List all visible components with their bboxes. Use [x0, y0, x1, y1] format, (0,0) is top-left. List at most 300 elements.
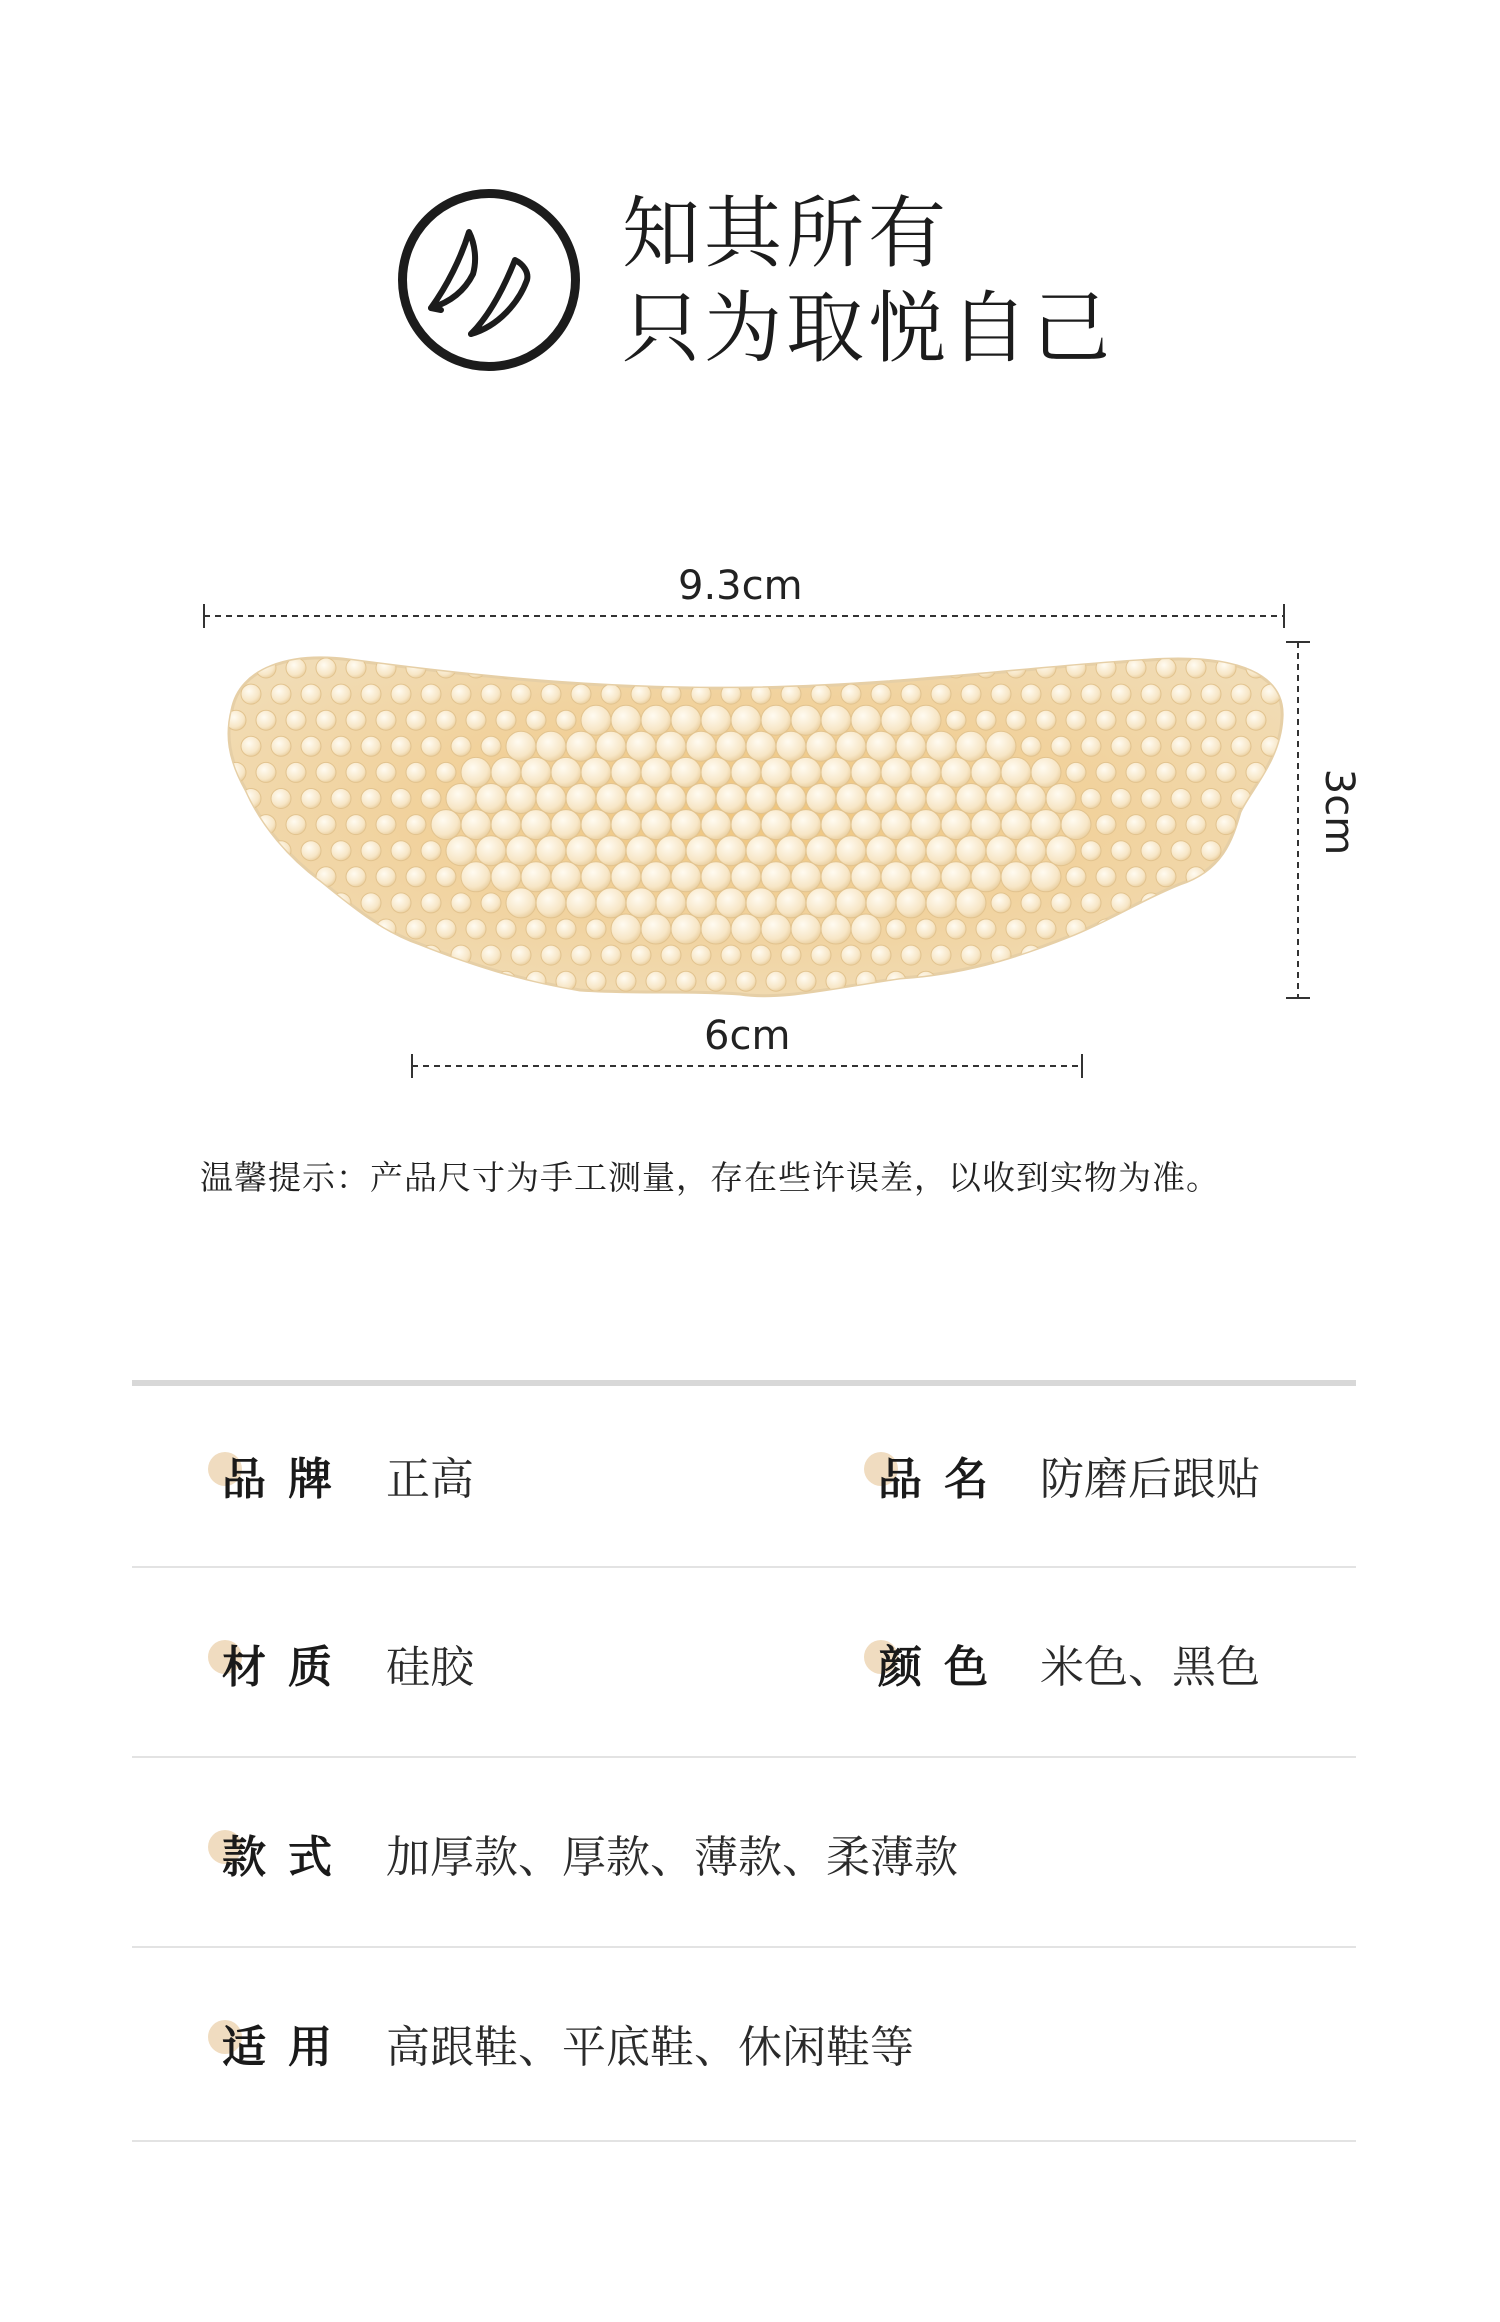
spec-key-material: 材质 [222, 1642, 354, 1693]
silicone-bump [1246, 971, 1266, 991]
silicone-bump [806, 784, 836, 814]
silicone-bump [1201, 841, 1221, 861]
silicone-bump [536, 888, 566, 918]
silicone-bump [506, 888, 536, 918]
silicone-bump [536, 836, 566, 866]
silicone-bump [421, 736, 441, 756]
silicone-bump [391, 736, 411, 756]
silicone-bump [986, 836, 1016, 866]
spec-key-color: 颜色 [878, 1642, 1010, 1693]
silicone-bump [286, 971, 306, 991]
silicone-bump [641, 914, 671, 944]
silicone-bump [466, 919, 486, 939]
silicone-bump [851, 914, 881, 944]
silicone-bump [751, 945, 771, 965]
silicone-bump [1016, 784, 1046, 814]
silicone-bump [836, 731, 866, 761]
silicone-bump [536, 784, 566, 814]
silicone-bump [466, 971, 486, 991]
silicone-bump [1126, 710, 1146, 730]
silicone-bump [836, 836, 866, 866]
silicone-bump [911, 862, 941, 892]
silicone-bump [451, 684, 471, 704]
silicone-bump [451, 736, 471, 756]
silicone-bump [1186, 658, 1206, 678]
silicone-bump [736, 658, 756, 678]
silicone-bump [1216, 867, 1236, 887]
silicone-bump [991, 684, 1011, 704]
silicone-bump [376, 867, 396, 887]
silicone-bump [1031, 810, 1061, 840]
silicone-bump [481, 684, 501, 704]
silicone-bump [1046, 784, 1076, 814]
silicone-bump [826, 658, 846, 678]
silicone-bump [1141, 841, 1161, 861]
silicone-bump [991, 893, 1011, 913]
silicone-bump [506, 784, 536, 814]
silicone-bump [671, 810, 701, 840]
silicone-bump [721, 945, 741, 965]
silicone-bump [436, 658, 456, 678]
silicone-bump [716, 888, 746, 918]
silicone-bump [1111, 841, 1131, 861]
silicone-bump [581, 862, 611, 892]
silicone-bump [871, 684, 891, 704]
silicone-bump [601, 684, 621, 704]
silicone-bump [346, 710, 366, 730]
silicone-bump [241, 684, 261, 704]
silicone-bump [646, 658, 666, 678]
silicone-bump [611, 705, 641, 735]
silicone-bump [316, 762, 336, 782]
silicone-bump [1141, 893, 1161, 913]
silicone-bump [731, 862, 761, 892]
silicone-bump [1066, 867, 1086, 887]
spec-row-divider [132, 1566, 1356, 1568]
silicone-bump [1201, 945, 1221, 965]
silicone-bump [956, 836, 986, 866]
silicone-bump [406, 971, 426, 991]
silicone-bump [746, 836, 776, 866]
silicone-bump [896, 836, 926, 866]
silicone-bump [991, 945, 1011, 965]
silicone-bump [596, 784, 626, 814]
silicone-bump [896, 888, 926, 918]
silicone-bump [511, 945, 531, 965]
silicone-bump [881, 705, 911, 735]
spec-key-brand: 品牌 [222, 1454, 354, 1505]
silicone-bump [461, 757, 491, 787]
silicone-bump [391, 841, 411, 861]
silicone-bump [1141, 945, 1161, 965]
silicone-bump [641, 757, 671, 787]
silicone-bump [346, 815, 366, 835]
silicone-bump [481, 736, 501, 756]
silicone-bump [1261, 789, 1281, 809]
silicone-bump [1111, 736, 1131, 756]
width-measure-line [204, 604, 1284, 628]
silicone-bump [1081, 841, 1101, 861]
silicone-bump [821, 705, 851, 735]
silicone-bump [241, 736, 261, 756]
silicone-bump [601, 945, 621, 965]
silicone-bump [641, 862, 671, 892]
silicone-bump [586, 658, 606, 678]
silicone-bump [566, 888, 596, 918]
silicone-bump [1261, 841, 1281, 861]
silicone-bump [551, 810, 581, 840]
silicone-bump [1126, 919, 1146, 939]
silicone-bump [961, 684, 981, 704]
silicone-bump [716, 731, 746, 761]
silicone-bump [1156, 710, 1176, 730]
silicone-bump [596, 888, 626, 918]
silicone-bump [671, 757, 701, 787]
silicone-bump [1231, 736, 1251, 756]
silicone-bump [406, 867, 426, 887]
silicone-bump [556, 658, 576, 678]
silicone-bump [226, 971, 246, 991]
silicone-bump [541, 684, 561, 704]
silicone-bump [1141, 736, 1161, 756]
spec-value-material: 硅胶 [386, 1642, 474, 1693]
silicone-bump [1216, 762, 1236, 782]
silicone-bump [1246, 762, 1266, 782]
silicone-bump [611, 810, 641, 840]
silicone-bump [331, 736, 351, 756]
spec-value-usage: 高跟鞋、平底鞋、休闲鞋等 [386, 2022, 914, 2073]
silicone-bump [716, 784, 746, 814]
silicone-bump [1081, 893, 1101, 913]
silicone-bump [376, 971, 396, 991]
silicone-bump [691, 945, 711, 965]
silicone-bump [1001, 862, 1031, 892]
silicone-bump [686, 888, 716, 918]
silicone-bump [626, 731, 656, 761]
silicone-bump [286, 867, 306, 887]
silicone-bump [1261, 945, 1281, 965]
silicone-bump [521, 757, 551, 787]
bottom-measure-line [412, 1054, 1082, 1078]
silicone-bump [361, 789, 381, 809]
silicone-bump [1156, 658, 1176, 678]
silicone-bump [761, 757, 791, 787]
silicone-bump [1171, 841, 1191, 861]
silicone-bump [821, 810, 851, 840]
silicone-bump [1126, 815, 1146, 835]
silicone-bump [1111, 684, 1131, 704]
silicone-bump [1171, 736, 1191, 756]
width-dimension-label: 9.3cm [678, 563, 803, 609]
silicone-bump [1031, 757, 1061, 787]
silicone-bump [896, 784, 926, 814]
silicone-bump [676, 971, 696, 991]
silicone-bump [686, 836, 716, 866]
silicone-bump [881, 810, 911, 840]
silicone-bump [821, 862, 851, 892]
silicone-bump [1096, 971, 1116, 991]
silicone-bump [686, 784, 716, 814]
silicone-bump [446, 836, 476, 866]
silicone-bump [776, 731, 806, 761]
silicone-bump [911, 757, 941, 787]
silicone-bump [256, 710, 276, 730]
silicone-bump [256, 762, 276, 782]
silicone-bump [781, 945, 801, 965]
silicone-bump [1126, 762, 1146, 782]
silicone-bump [1171, 893, 1191, 913]
silicone-bump [746, 731, 776, 761]
silicone-bump [916, 658, 936, 678]
silicone-bump [1051, 893, 1071, 913]
silicone-bump [286, 919, 306, 939]
silicone-bump [1186, 815, 1206, 835]
silicone-bump [686, 731, 716, 761]
silicone-bump [226, 867, 246, 887]
silicone-bump [1096, 762, 1116, 782]
silicone-bump [361, 736, 381, 756]
silicone-bump [1096, 919, 1116, 939]
silicone-bump [716, 836, 746, 866]
silicone-bump [1046, 836, 1076, 866]
silicone-bump [821, 757, 851, 787]
silicone-bump [1201, 789, 1221, 809]
silicone-bump [566, 731, 596, 761]
silicone-bump [731, 705, 761, 735]
silicone-bump [316, 710, 336, 730]
silicone-bump [671, 705, 701, 735]
silicone-bump [556, 919, 576, 939]
silicone-bump [271, 841, 291, 861]
silicone-bump [896, 731, 926, 761]
silicone-bump [526, 658, 546, 678]
silicone-bump [271, 684, 291, 704]
silicone-bump [866, 784, 896, 814]
silicone-bump [1036, 710, 1056, 730]
silicone-bump [316, 658, 336, 678]
spec-key-product-name: 品名 [878, 1454, 1010, 1505]
silicone-bump [956, 731, 986, 761]
spec-row-divider [132, 1946, 1356, 1948]
silicone-bump [901, 945, 921, 965]
silicone-bump [1156, 815, 1176, 835]
silicone-bump [791, 810, 821, 840]
silicone-bump [676, 658, 696, 678]
silicone-bump [881, 757, 911, 787]
silicone-bump [851, 705, 881, 735]
silicone-bump [1006, 658, 1026, 678]
silicone-bump [431, 810, 461, 840]
silicone-bump [856, 971, 876, 991]
silicone-bump [866, 731, 896, 761]
silicone-bump [436, 971, 456, 991]
silicone-bump [421, 841, 441, 861]
silicone-bump [491, 862, 521, 892]
silicone-bump [736, 971, 756, 991]
silicone-bump [901, 684, 921, 704]
silicone-bump [581, 810, 611, 840]
silicone-bump [301, 789, 321, 809]
silicone-bump [491, 757, 521, 787]
silicone-bump [496, 710, 516, 730]
silicone-bump [476, 836, 506, 866]
spec-value-style: 加厚款、厚款、薄款、柔薄款 [386, 1832, 958, 1883]
silicone-bump [361, 893, 381, 913]
silicone-bump [1246, 710, 1266, 730]
silicone-bump [701, 757, 731, 787]
silicone-bump [851, 810, 881, 840]
silicone-bump [346, 867, 366, 887]
brand-logo [398, 189, 580, 371]
silicone-bump [331, 841, 351, 861]
silicone-bump [806, 836, 836, 866]
silicone-bump [1201, 893, 1221, 913]
silicone-bump [746, 784, 776, 814]
silicone-bump [1231, 684, 1251, 704]
silicone-bump [376, 710, 396, 730]
silicone-bump [1231, 893, 1251, 913]
silicone-bump [791, 705, 821, 735]
silicone-bump [701, 862, 731, 892]
silicone-bump [1036, 971, 1056, 991]
silicone-bump [1141, 789, 1161, 809]
silicone-bump [391, 893, 411, 913]
silicone-bump [626, 836, 656, 866]
silicone-bump [226, 815, 246, 835]
silicone-bump [1246, 867, 1266, 887]
silicone-bump [406, 710, 426, 730]
silicone-bump [446, 784, 476, 814]
silicone-bump [1066, 919, 1086, 939]
spec-key-style: 款式 [222, 1832, 354, 1883]
product-dimension-diagram [0, 580, 1500, 1100]
silicone-bump [1216, 815, 1236, 835]
silicone-bump [841, 945, 861, 965]
silicone-bump [476, 784, 506, 814]
silicone-bump [866, 888, 896, 918]
silicone-bump [1186, 971, 1206, 991]
silicone-bump [671, 862, 701, 892]
silicone-bump [761, 862, 791, 892]
silicone-bump [941, 757, 971, 787]
silicone-bump [1126, 971, 1146, 991]
spec-table-top-rule [132, 1380, 1356, 1386]
slogan-line-2: 只为取悦自己 [622, 284, 1115, 374]
silicone-bump [346, 762, 366, 782]
silicone-bump [316, 919, 336, 939]
silicone-bump [481, 945, 501, 965]
silicone-bump [976, 710, 996, 730]
silicone-bump [256, 919, 276, 939]
silicone-bump [626, 784, 656, 814]
silicone-bump [271, 945, 291, 965]
silicone-bump [566, 836, 596, 866]
silicone-bump [506, 836, 536, 866]
silicone-bump [406, 815, 426, 835]
silicone-bump [541, 945, 561, 965]
silicone-bump [1246, 919, 1266, 939]
silicone-bump [1051, 684, 1071, 704]
silicone-bump [241, 789, 261, 809]
silicone-bump [226, 919, 246, 939]
silicone-bump [776, 784, 806, 814]
silicone-bump [406, 919, 426, 939]
spec-table-bottom-rule [132, 2140, 1356, 2142]
silicone-bump [1001, 810, 1031, 840]
silicone-bump [931, 684, 951, 704]
silicone-bump [1006, 971, 1026, 991]
silicone-bump [1186, 762, 1206, 782]
silicone-bump [766, 971, 786, 991]
silicone-bump [571, 945, 591, 965]
silicone-bump [856, 658, 876, 678]
silicone-bump [436, 919, 456, 939]
silicone-bump [256, 971, 276, 991]
silicone-bump [706, 971, 726, 991]
silicone-bump [551, 757, 581, 787]
silicone-bump [1016, 836, 1046, 866]
silicone-bump [811, 684, 831, 704]
silicone-bump [971, 810, 1001, 840]
silicone-bump [526, 971, 546, 991]
silicone-bump [301, 736, 321, 756]
silicone-bump [611, 914, 641, 944]
silicone-bump [1126, 867, 1146, 887]
silicone-bump [881, 862, 911, 892]
silicone-bump [391, 789, 411, 809]
silicone-bump [766, 658, 786, 678]
silicone-bump [626, 888, 656, 918]
silicone-bump [911, 810, 941, 840]
silicone-bump [616, 971, 636, 991]
silicone-bump [1096, 710, 1116, 730]
silicone-bump [1111, 945, 1131, 965]
silicone-bump [986, 784, 1016, 814]
silicone-bump [866, 836, 896, 866]
silicone-bump [526, 710, 546, 730]
silicone-bump [406, 762, 426, 782]
silicone-bump [421, 893, 441, 913]
silicone-bump [656, 784, 686, 814]
silicone-bump [731, 914, 761, 944]
silicone-bump [331, 945, 351, 965]
silicone-bump [526, 919, 546, 939]
silicone-bump [1186, 710, 1206, 730]
silicone-bump [1066, 762, 1086, 782]
silicone-bump [461, 862, 491, 892]
silicone-bump [791, 757, 821, 787]
silicone-bump [491, 810, 521, 840]
silicone-bump [1066, 710, 1086, 730]
silicone-bump [926, 784, 956, 814]
silicone-bump [646, 971, 666, 991]
silicone-bump [301, 684, 321, 704]
silicone-bump [1156, 919, 1176, 939]
silicone-bump [1081, 736, 1101, 756]
silicone-bump [1021, 893, 1041, 913]
silicone-bump [1001, 757, 1031, 787]
silicone-bump [1096, 815, 1116, 835]
silicone-bump [616, 658, 636, 678]
silicone-bump [316, 867, 336, 887]
silicone-bump [316, 815, 336, 835]
silicone-bump [391, 945, 411, 965]
silicone-bump [241, 893, 261, 913]
silicone-bump [1066, 971, 1086, 991]
silicone-bump [566, 784, 596, 814]
silicone-bump [641, 810, 671, 840]
silicone-bump [346, 971, 366, 991]
